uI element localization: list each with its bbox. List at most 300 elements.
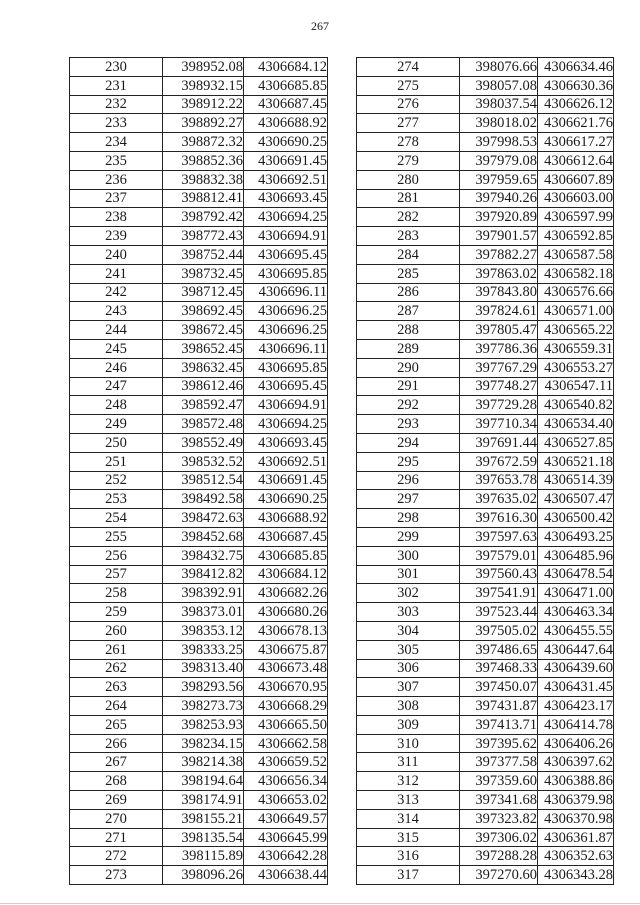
point-number-cell: 252 (70, 471, 163, 490)
point-number-cell: 299 (357, 527, 460, 546)
y-coordinate-cell: 4306612.64 (538, 151, 614, 170)
table-row (70, 339, 328, 358)
y-coordinate-cell: 4306565.22 (538, 321, 614, 340)
table-row (70, 490, 328, 509)
x-coordinate-cell: 398872.32 (163, 133, 244, 152)
x-coordinate-cell: 397341.68 (460, 791, 538, 810)
y-coordinate-cell: 4306507.47 (538, 490, 614, 509)
table-row (357, 433, 614, 452)
y-coordinate-cell: 4306397.62 (538, 753, 614, 772)
x-coordinate-cell: 398253.93 (163, 715, 244, 734)
y-coordinate-cell: 4306406.26 (538, 734, 614, 753)
y-coordinate-cell: 4306626.12 (538, 95, 614, 114)
y-coordinate-cell: 4306695.45 (244, 245, 328, 264)
x-coordinate-cell: 397710.34 (460, 415, 538, 434)
x-coordinate-cell: 397468.33 (460, 659, 538, 678)
y-coordinate-cell: 4306662.58 (244, 734, 328, 753)
table-row (70, 95, 328, 114)
x-coordinate-cell: 397786.36 (460, 339, 538, 358)
point-number-cell: 253 (70, 490, 163, 509)
x-coordinate-cell: 398572.48 (163, 415, 244, 434)
table-row (70, 377, 328, 396)
x-coordinate-cell: 398732.45 (163, 264, 244, 283)
table-row (357, 659, 614, 678)
point-number-cell: 265 (70, 715, 163, 734)
y-coordinate-cell: 4306439.60 (538, 659, 614, 678)
point-number-cell: 276 (357, 95, 460, 114)
point-number-cell: 261 (70, 640, 163, 659)
table-row (357, 678, 614, 697)
y-coordinate-cell: 4306678.13 (244, 621, 328, 640)
y-coordinate-cell: 4306688.92 (244, 114, 328, 133)
table-row (357, 753, 614, 772)
point-number-cell: 232 (70, 95, 163, 114)
table-row (70, 58, 328, 77)
point-number-cell: 302 (357, 584, 460, 603)
x-coordinate-cell: 398392.91 (163, 584, 244, 603)
point-number-cell: 314 (357, 809, 460, 828)
table-row (357, 527, 614, 546)
point-number-cell: 316 (357, 847, 460, 866)
point-number-cell: 315 (357, 828, 460, 847)
x-coordinate-cell: 397505.02 (460, 621, 538, 640)
table-row (357, 621, 614, 640)
point-number-cell: 310 (357, 734, 460, 753)
x-coordinate-cell: 397288.28 (460, 847, 538, 866)
x-coordinate-cell: 397616.30 (460, 509, 538, 528)
point-number-cell: 273 (70, 866, 163, 885)
table-row (70, 264, 328, 283)
x-coordinate-cell: 397843.80 (460, 283, 538, 302)
table-row (357, 283, 614, 302)
y-coordinate-cell: 4306352.63 (538, 847, 614, 866)
table-row (70, 584, 328, 603)
x-coordinate-cell: 398135.54 (163, 828, 244, 847)
point-number-cell: 282 (357, 208, 460, 227)
point-number-cell: 262 (70, 659, 163, 678)
point-number-cell: 269 (70, 791, 163, 810)
x-coordinate-cell: 397940.26 (460, 189, 538, 208)
point-number-cell: 244 (70, 321, 163, 340)
x-coordinate-cell: 397579.01 (460, 546, 538, 565)
y-coordinate-cell: 4306684.12 (244, 58, 328, 77)
point-number-cell: 264 (70, 697, 163, 716)
x-coordinate-cell: 397597.63 (460, 527, 538, 546)
table-row (70, 245, 328, 264)
table-row (70, 809, 328, 828)
table-row (357, 452, 614, 471)
x-coordinate-cell: 397767.29 (460, 358, 538, 377)
y-coordinate-cell: 4306388.86 (538, 772, 614, 791)
x-coordinate-cell: 398592.47 (163, 396, 244, 415)
point-number-cell: 271 (70, 828, 163, 847)
y-coordinate-cell: 4306694.91 (244, 396, 328, 415)
point-number-cell: 248 (70, 396, 163, 415)
x-coordinate-cell: 397377.58 (460, 753, 538, 772)
table-row (357, 58, 614, 77)
y-coordinate-cell: 4306634.46 (538, 58, 614, 77)
x-coordinate-cell: 398234.15 (163, 734, 244, 753)
table-row (70, 433, 328, 452)
point-number-cell: 267 (70, 753, 163, 772)
point-number-cell: 285 (357, 264, 460, 283)
y-coordinate-cell: 4306696.11 (244, 283, 328, 302)
x-coordinate-cell: 397635.02 (460, 490, 538, 509)
table-row (70, 358, 328, 377)
y-coordinate-cell: 4306414.78 (538, 715, 614, 734)
point-number-cell: 289 (357, 339, 460, 358)
point-number-cell: 281 (357, 189, 460, 208)
x-coordinate-cell: 398852.36 (163, 151, 244, 170)
point-number-cell: 300 (357, 546, 460, 565)
y-coordinate-cell: 4306668.29 (244, 697, 328, 716)
point-number-cell: 255 (70, 527, 163, 546)
x-coordinate-cell: 397395.62 (460, 734, 538, 753)
y-coordinate-cell: 4306653.02 (244, 791, 328, 810)
table-row (70, 415, 328, 434)
x-coordinate-cell: 398692.45 (163, 302, 244, 321)
point-number-cell: 234 (70, 133, 163, 152)
y-coordinate-cell: 4306553.27 (538, 358, 614, 377)
y-coordinate-cell: 4306696.11 (244, 339, 328, 358)
point-number-cell: 277 (357, 114, 460, 133)
x-coordinate-cell: 398652.45 (163, 339, 244, 358)
point-number-cell: 298 (357, 509, 460, 528)
x-coordinate-cell: 398313.40 (163, 659, 244, 678)
y-coordinate-cell: 4306649.57 (244, 809, 328, 828)
x-coordinate-cell: 397920.89 (460, 208, 538, 227)
point-number-cell: 278 (357, 133, 460, 152)
table-row (70, 828, 328, 847)
table-row (357, 640, 614, 659)
y-coordinate-cell: 4306659.52 (244, 753, 328, 772)
y-coordinate-cell: 4306478.54 (538, 565, 614, 584)
y-coordinate-cell: 4306500.42 (538, 509, 614, 528)
point-number-cell: 287 (357, 302, 460, 321)
x-coordinate-cell: 398712.45 (163, 283, 244, 302)
y-coordinate-cell: 4306447.64 (538, 640, 614, 659)
point-number-cell: 286 (357, 283, 460, 302)
x-coordinate-cell: 398333.25 (163, 640, 244, 659)
x-coordinate-cell: 398018.02 (460, 114, 538, 133)
table-row (357, 772, 614, 791)
x-coordinate-cell: 397882.27 (460, 245, 538, 264)
table-row (357, 245, 614, 264)
table-row (357, 866, 614, 885)
point-number-cell: 297 (357, 490, 460, 509)
x-coordinate-cell: 398672.45 (163, 321, 244, 340)
x-coordinate-cell: 397486.65 (460, 640, 538, 659)
y-coordinate-cell: 4306379.98 (538, 791, 614, 810)
table-row (357, 584, 614, 603)
y-coordinate-cell: 4306582.18 (538, 264, 614, 283)
y-coordinate-cell: 4306521.18 (538, 452, 614, 471)
y-coordinate-cell: 4306587.58 (538, 245, 614, 264)
table-row (70, 791, 328, 810)
y-coordinate-cell: 4306696.25 (244, 321, 328, 340)
table-row (70, 603, 328, 622)
point-number-cell: 311 (357, 753, 460, 772)
table-row (357, 603, 614, 622)
point-number-cell: 301 (357, 565, 460, 584)
table-row (70, 189, 328, 208)
x-coordinate-cell: 398057.08 (460, 76, 538, 95)
y-coordinate-cell: 4306576.66 (538, 283, 614, 302)
y-coordinate-cell: 4306617.27 (538, 133, 614, 152)
table-row (357, 95, 614, 114)
x-coordinate-cell: 398812.41 (163, 189, 244, 208)
y-coordinate-cell: 4306673.48 (244, 659, 328, 678)
table-row (70, 847, 328, 866)
x-coordinate-cell: 398892.27 (163, 114, 244, 133)
point-number-cell: 305 (357, 640, 460, 659)
x-coordinate-cell: 397653.78 (460, 471, 538, 490)
point-number-cell: 238 (70, 208, 163, 227)
x-coordinate-cell: 397560.43 (460, 565, 538, 584)
point-number-cell: 304 (357, 621, 460, 640)
x-coordinate-cell: 397824.61 (460, 302, 538, 321)
table-row (70, 76, 328, 95)
table-row (70, 640, 328, 659)
table-row (70, 697, 328, 716)
table-row (70, 772, 328, 791)
point-number-cell: 288 (357, 321, 460, 340)
x-coordinate-cell: 398373.01 (163, 603, 244, 622)
table-row (70, 509, 328, 528)
table-row (70, 734, 328, 753)
table-row (357, 490, 614, 509)
x-coordinate-cell: 398792.42 (163, 208, 244, 227)
table-row (357, 170, 614, 189)
x-coordinate-cell: 398037.54 (460, 95, 538, 114)
table-row (70, 302, 328, 321)
point-number-cell: 246 (70, 358, 163, 377)
x-coordinate-cell: 397672.59 (460, 452, 538, 471)
x-coordinate-cell: 397729.28 (460, 396, 538, 415)
point-number-cell: 256 (70, 546, 163, 565)
table-row (357, 697, 614, 716)
table-row (357, 734, 614, 753)
table-row (70, 396, 328, 415)
x-coordinate-cell: 398752.44 (163, 245, 244, 264)
table-body-right (357, 58, 614, 885)
x-coordinate-cell: 398076.66 (460, 58, 538, 77)
point-number-cell: 243 (70, 302, 163, 321)
x-coordinate-cell: 398952.08 (163, 58, 244, 77)
point-number-cell: 254 (70, 509, 163, 528)
x-coordinate-cell: 398194.64 (163, 772, 244, 791)
x-coordinate-cell: 398772.43 (163, 227, 244, 246)
y-coordinate-cell: 4306694.25 (244, 208, 328, 227)
coordinates-table-right (356, 57, 614, 885)
y-coordinate-cell: 4306682.26 (244, 584, 328, 603)
table-row (357, 302, 614, 321)
x-coordinate-cell: 397863.02 (460, 264, 538, 283)
y-coordinate-cell: 4306463.34 (538, 603, 614, 622)
y-coordinate-cell: 4306361.87 (538, 828, 614, 847)
x-coordinate-cell: 397306.02 (460, 828, 538, 847)
y-coordinate-cell: 4306690.25 (244, 133, 328, 152)
y-coordinate-cell: 4306675.87 (244, 640, 328, 659)
table-row (357, 715, 614, 734)
point-number-cell: 250 (70, 433, 163, 452)
x-coordinate-cell: 398115.89 (163, 847, 244, 866)
x-coordinate-cell: 397959.65 (460, 170, 538, 189)
point-number-cell: 303 (357, 603, 460, 622)
x-coordinate-cell: 398273.73 (163, 697, 244, 716)
y-coordinate-cell: 4306687.45 (244, 95, 328, 114)
point-number-cell: 242 (70, 283, 163, 302)
y-coordinate-cell: 4306695.85 (244, 358, 328, 377)
x-coordinate-cell: 397413.71 (460, 715, 538, 734)
x-coordinate-cell: 397805.47 (460, 321, 538, 340)
y-coordinate-cell: 4306685.85 (244, 76, 328, 95)
coordinates-table-left (69, 57, 328, 885)
point-number-cell: 268 (70, 772, 163, 791)
table-row (70, 283, 328, 302)
table-row (70, 170, 328, 189)
y-coordinate-cell: 4306691.45 (244, 151, 328, 170)
table-row (357, 151, 614, 170)
point-number-cell: 312 (357, 772, 460, 791)
point-number-cell: 259 (70, 603, 163, 622)
y-coordinate-cell: 4306665.50 (244, 715, 328, 734)
table-row (70, 227, 328, 246)
table-row (357, 396, 614, 415)
x-coordinate-cell: 397691.44 (460, 433, 538, 452)
point-number-cell: 296 (357, 471, 460, 490)
y-coordinate-cell: 4306692.51 (244, 170, 328, 189)
point-number-cell: 247 (70, 377, 163, 396)
table-row (70, 133, 328, 152)
x-coordinate-cell: 398452.68 (163, 527, 244, 546)
y-coordinate-cell: 4306592.85 (538, 227, 614, 246)
y-coordinate-cell: 4306695.85 (244, 264, 328, 283)
y-coordinate-cell: 4306603.00 (538, 189, 614, 208)
y-coordinate-cell: 4306370.98 (538, 809, 614, 828)
x-coordinate-cell: 398932.15 (163, 76, 244, 95)
y-coordinate-cell: 4306571.00 (538, 302, 614, 321)
x-coordinate-cell: 398214.38 (163, 753, 244, 772)
x-coordinate-cell: 398912.22 (163, 95, 244, 114)
point-number-cell: 280 (357, 170, 460, 189)
point-number-cell: 317 (357, 866, 460, 885)
point-number-cell: 231 (70, 76, 163, 95)
table-row (357, 828, 614, 847)
point-number-cell: 290 (357, 358, 460, 377)
y-coordinate-cell: 4306471.00 (538, 584, 614, 603)
x-coordinate-cell: 397359.60 (460, 772, 538, 791)
table-row (70, 546, 328, 565)
point-number-cell: 239 (70, 227, 163, 246)
point-number-cell: 284 (357, 245, 460, 264)
point-number-cell: 230 (70, 58, 163, 77)
y-coordinate-cell: 4306670.95 (244, 678, 328, 697)
y-coordinate-cell: 4306680.26 (244, 603, 328, 622)
x-coordinate-cell: 397979.08 (460, 151, 538, 170)
table-row (70, 715, 328, 734)
y-coordinate-cell: 4306597.99 (538, 208, 614, 227)
page-bottom-divider (0, 903, 640, 904)
y-coordinate-cell: 4306540.82 (538, 396, 614, 415)
y-coordinate-cell: 4306694.25 (244, 415, 328, 434)
x-coordinate-cell: 398293.56 (163, 678, 244, 697)
y-coordinate-cell: 4306685.85 (244, 546, 328, 565)
table-row (357, 809, 614, 828)
point-number-cell: 249 (70, 415, 163, 434)
table-row (357, 415, 614, 434)
x-coordinate-cell: 398832.38 (163, 170, 244, 189)
table-row (357, 339, 614, 358)
table-row (70, 659, 328, 678)
table-row (70, 471, 328, 490)
table-row (357, 509, 614, 528)
table-row (70, 866, 328, 885)
page-number: 267 (311, 19, 329, 33)
y-coordinate-cell: 4306630.36 (538, 76, 614, 95)
y-coordinate-cell: 4306642.28 (244, 847, 328, 866)
y-coordinate-cell: 4306534.40 (538, 415, 614, 434)
y-coordinate-cell: 4306696.25 (244, 302, 328, 321)
table-row (357, 321, 614, 340)
point-number-cell: 291 (357, 377, 460, 396)
y-coordinate-cell: 4306621.76 (538, 114, 614, 133)
point-number-cell: 266 (70, 734, 163, 753)
point-number-cell: 233 (70, 114, 163, 133)
x-coordinate-cell: 397541.91 (460, 584, 538, 603)
point-number-cell: 258 (70, 584, 163, 603)
y-coordinate-cell: 4306514.39 (538, 471, 614, 490)
point-number-cell: 235 (70, 151, 163, 170)
table-row (357, 264, 614, 283)
point-number-cell: 257 (70, 565, 163, 584)
table-row (70, 321, 328, 340)
x-coordinate-cell: 397431.87 (460, 697, 538, 716)
y-coordinate-cell: 4306527.85 (538, 433, 614, 452)
point-number-cell: 292 (357, 396, 460, 415)
y-coordinate-cell: 4306423.17 (538, 697, 614, 716)
point-number-cell: 293 (357, 415, 460, 434)
point-number-cell: 279 (357, 151, 460, 170)
table-row (357, 546, 614, 565)
x-coordinate-cell: 398612.46 (163, 377, 244, 396)
x-coordinate-cell: 397998.53 (460, 133, 538, 152)
point-number-cell: 295 (357, 452, 460, 471)
point-number-cell: 275 (357, 76, 460, 95)
point-number-cell: 245 (70, 339, 163, 358)
table-row (70, 753, 328, 772)
table-row (70, 208, 328, 227)
y-coordinate-cell: 4306547.11 (538, 377, 614, 396)
point-number-cell: 237 (70, 189, 163, 208)
x-coordinate-cell: 397523.44 (460, 603, 538, 622)
point-number-cell: 307 (357, 678, 460, 697)
point-number-cell: 241 (70, 264, 163, 283)
point-number-cell: 294 (357, 433, 460, 452)
table-row (357, 565, 614, 584)
y-coordinate-cell: 4306493.25 (538, 527, 614, 546)
y-coordinate-cell: 4306684.12 (244, 565, 328, 584)
x-coordinate-cell: 397270.60 (460, 866, 538, 885)
y-coordinate-cell: 4306485.96 (538, 546, 614, 565)
point-number-cell: 270 (70, 809, 163, 828)
table-row (357, 76, 614, 95)
point-number-cell: 308 (357, 697, 460, 716)
table-row (70, 565, 328, 584)
table-row (357, 133, 614, 152)
y-coordinate-cell: 4306690.25 (244, 490, 328, 509)
table-row (357, 227, 614, 246)
